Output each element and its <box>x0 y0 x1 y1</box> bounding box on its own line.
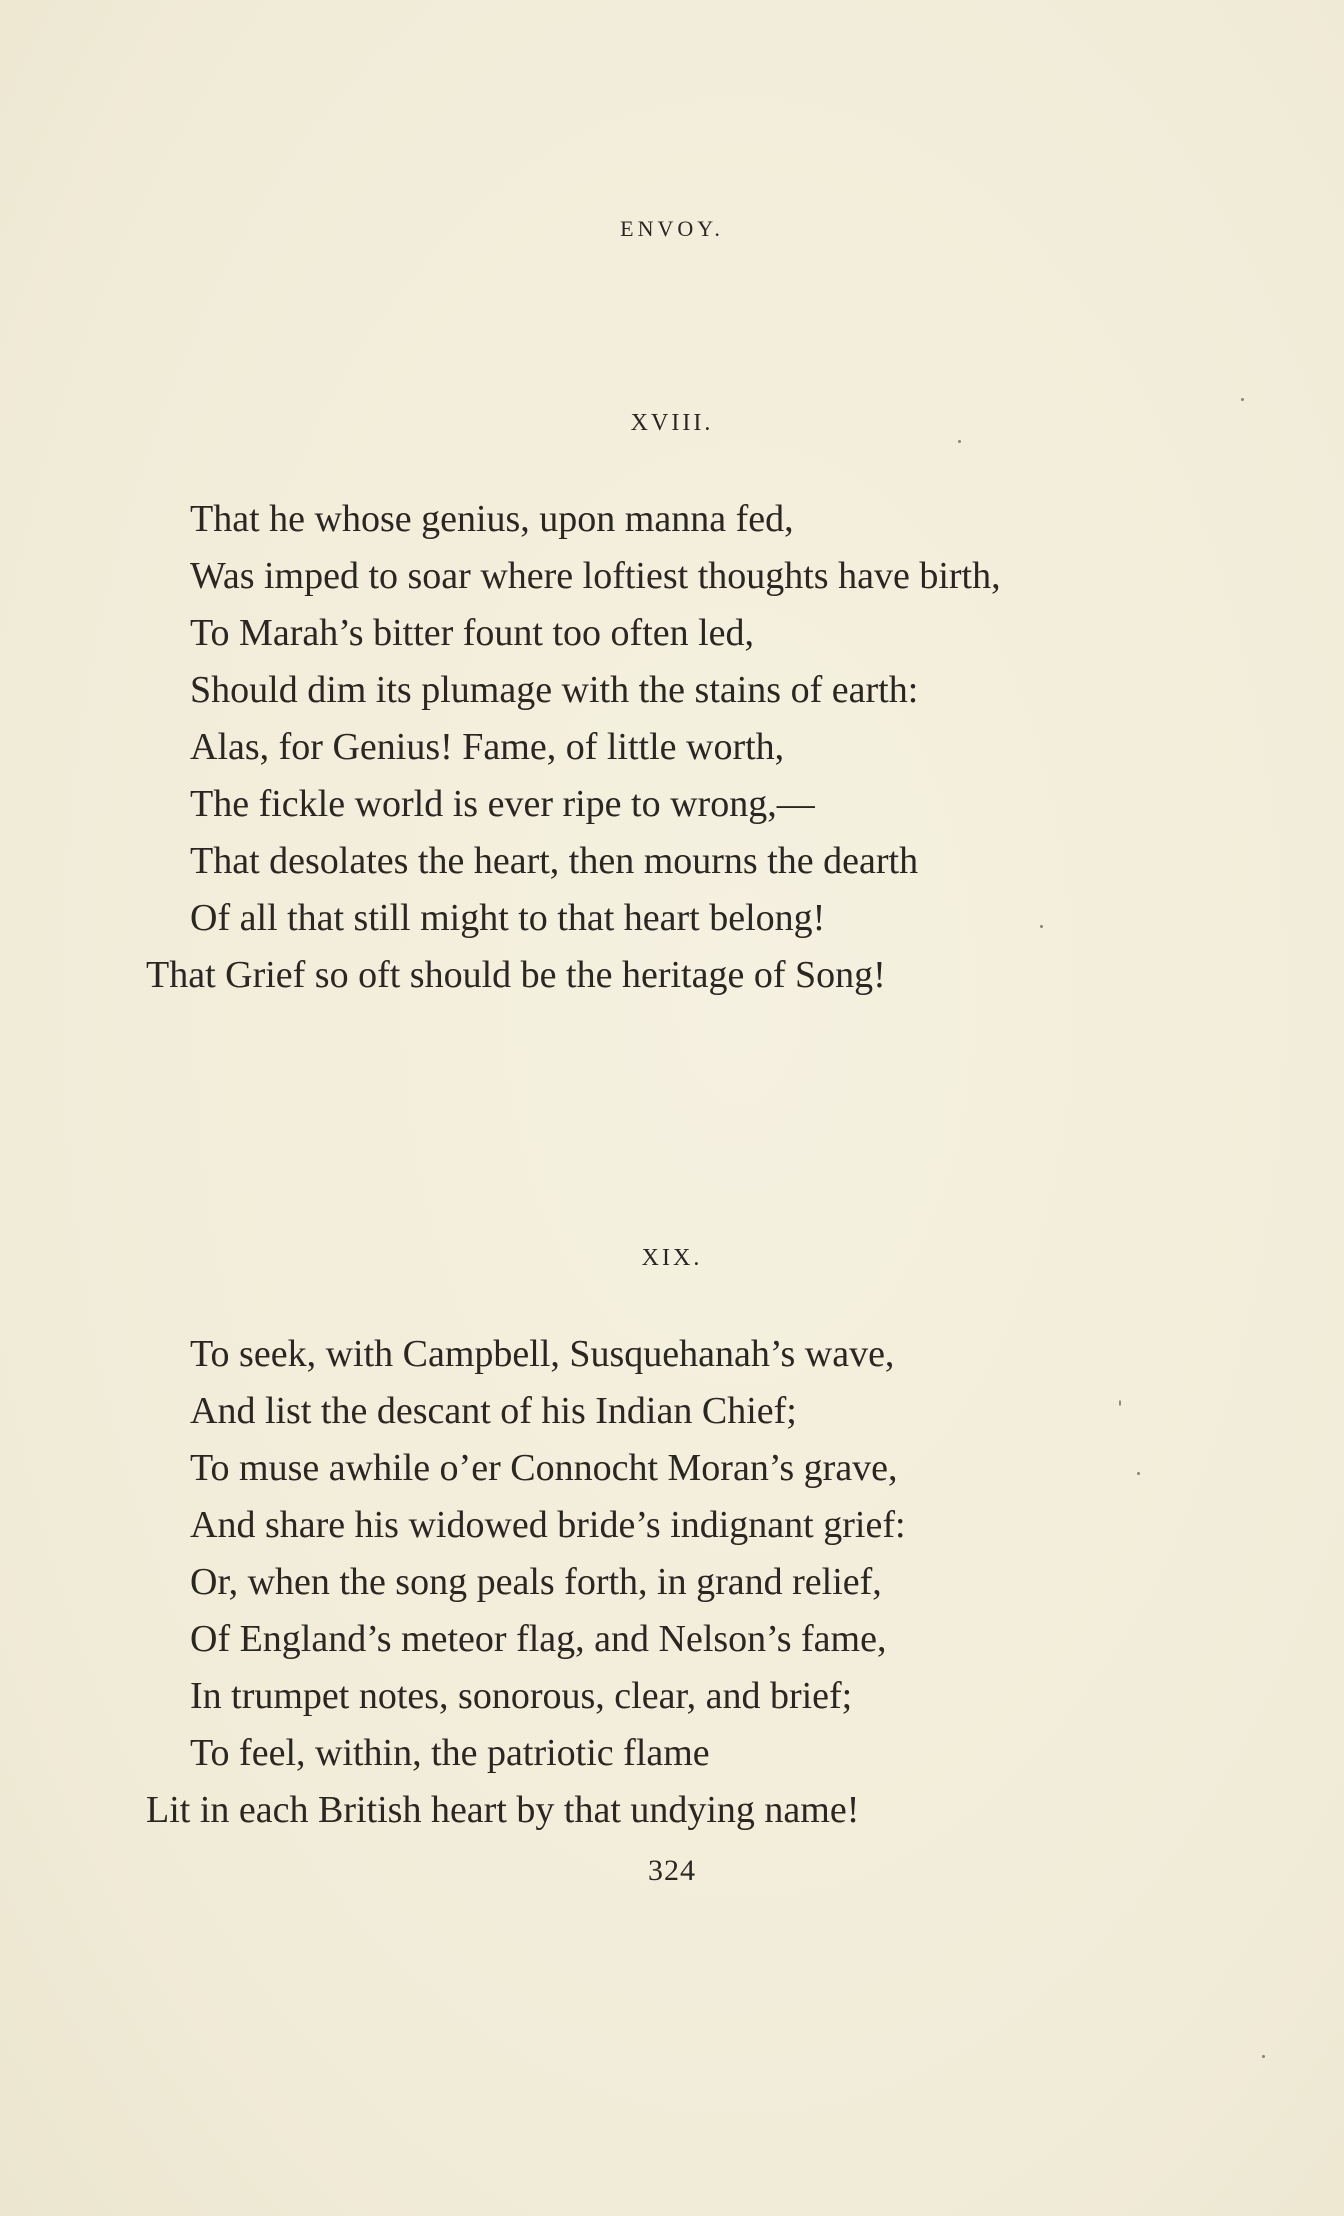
stanza-line: To feel, within, the patriotic flame <box>190 1732 710 1774</box>
page-number: 324 <box>648 1854 696 1887</box>
stanza-number-xix: XIX. <box>641 1245 703 1271</box>
stanza-number-xviii: XVIII. <box>630 410 714 436</box>
stanza-line: To Marah’s bitter fount too often led, <box>190 612 755 654</box>
stanza-line: Should dim its plumage with the stains of earth: <box>190 669 919 711</box>
stanza-line: To seek, with Campbell, Susquehanah’s wave, <box>190 1333 895 1375</box>
paper-speck <box>1119 1400 1121 1406</box>
stanza-line: That he whose genius, upon manna fed, <box>190 498 794 540</box>
stanza-line: The fickle world is ever ripe to wrong,— <box>190 783 815 825</box>
stanza-line: Of England’s meteor flag, and Nelson’s fame, <box>190 1618 887 1660</box>
stanza-line: And list the descant of his Indian Chief; <box>190 1390 797 1432</box>
stanza-line-alexandrine: That Grief so oft should be the heritage of Song! <box>146 954 886 996</box>
stanza-line: Of all that still might to that heart belong! <box>190 897 826 939</box>
paper-speck <box>1040 925 1043 928</box>
stanza-line: To muse awhile o’er Connocht Moran’s grave, <box>190 1447 898 1489</box>
stanza-line: In trumpet notes, sonorous, clear, and brief; <box>190 1675 853 1717</box>
paper-speck <box>1137 1472 1140 1475</box>
paper-speck <box>958 440 961 443</box>
stanza-line: Or, when the song peals forth, in grand relief, <box>190 1561 882 1603</box>
paper-speck <box>1262 2055 1265 2058</box>
stanza-line: That desolates the heart, then mourns the dearth <box>190 840 919 882</box>
stanza-line: Was imped to soar where loftiest thoughts have birth, <box>190 555 1001 597</box>
stanza-line-alexandrine: Lit in each British heart by that undying name! <box>146 1789 860 1831</box>
stanza-line: And share his widowed bride’s indignant grief: <box>190 1504 906 1546</box>
paper-speck <box>1241 398 1244 401</box>
running-head: ENVOY. <box>620 216 724 241</box>
stanza-line: Alas, for Genius! Fame, of little worth, <box>190 726 785 768</box>
